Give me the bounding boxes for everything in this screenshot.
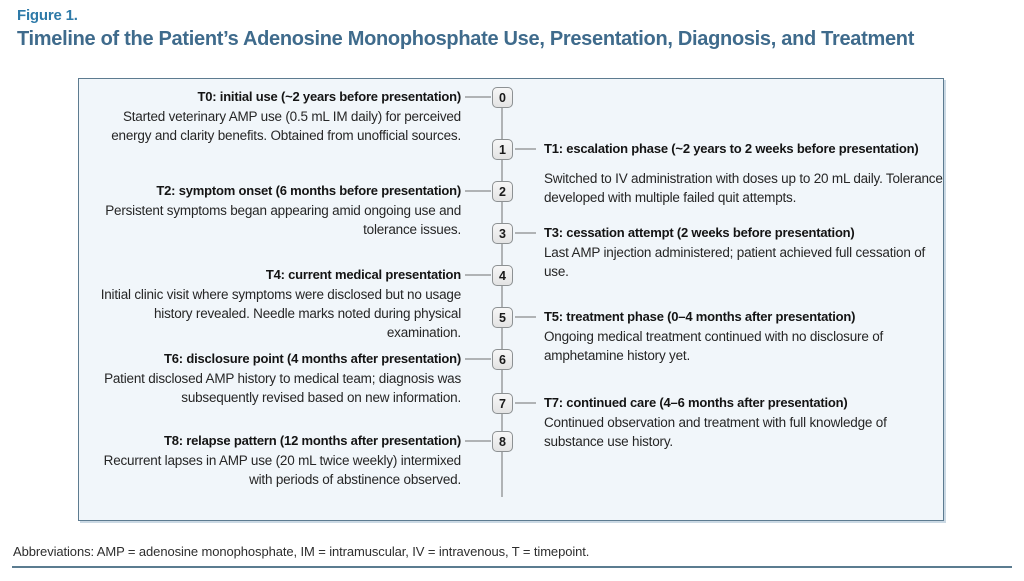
timeline-node-2 bbox=[492, 181, 513, 202]
entry-body: Ongoing medical treatment continued with no disclosure of amphetamine history yet. bbox=[544, 329, 884, 363]
connector-t1 bbox=[515, 148, 536, 150]
node-label: 6 bbox=[499, 352, 506, 367]
connector-t4 bbox=[465, 274, 491, 276]
entry-body: Initial clinic visit where symptoms were disclosed but no usage history revealed. Needle marks noted during physical examination. bbox=[100, 287, 461, 340]
entry-heading: T4: current medical presentation bbox=[265, 267, 461, 282]
node-label: 0 bbox=[499, 90, 506, 105]
figure-title: Timeline of the Patient’s Adenosine Monophosphate Use, Presentation, Diagnosis, and Treatment bbox=[17, 28, 915, 50]
timeline-entry-t1 bbox=[544, 139, 946, 207]
entry-heading: T3: cessation attempt (2 weeks before presentation) bbox=[544, 225, 855, 240]
entry-body: Started veterinary AMP use (0.5 mL IM daily) for perceived energy and clarity benefits. Obtained from unofficial sources. bbox=[111, 109, 461, 143]
timeline-entry-t8 bbox=[83, 431, 461, 489]
timeline-entry-t6 bbox=[83, 349, 461, 407]
connector-t7 bbox=[515, 402, 536, 404]
node-label: 4 bbox=[499, 268, 506, 283]
timeline-node-7 bbox=[492, 393, 513, 414]
timeline-node-1 bbox=[492, 139, 513, 160]
timeline-node-6 bbox=[492, 349, 513, 370]
node-label: 3 bbox=[499, 226, 506, 241]
entry-heading: T0: initial use (~2 years before presentation) bbox=[197, 89, 461, 104]
node-label: 2 bbox=[499, 184, 506, 199]
entry-heading: T5: treatment phase (0–4 months after presentation) bbox=[544, 309, 856, 324]
connector-t0 bbox=[465, 96, 491, 98]
abbreviations-note: Abbreviations: AMP = adenosine monophosphate, IM = intramuscular, IV = intravenous, T = timepoint. bbox=[13, 544, 590, 559]
timeline-entry-t5 bbox=[544, 307, 946, 365]
entry-heading: T7: continued care (4–6 months after presentation) bbox=[544, 395, 848, 410]
figure-label: Figure 1. bbox=[17, 7, 78, 24]
entry-body: Recurrent lapses in AMP use (20 mL twice weekly) intermixed with periods of abstinence observed. bbox=[103, 453, 461, 487]
timeline-node-4 bbox=[492, 265, 513, 286]
node-label: 8 bbox=[499, 434, 506, 449]
timeline-node-3 bbox=[492, 223, 513, 244]
entry-body: Switched to IV administration with doses up to 20 mL daily. Tolerance developed with multiple failed quit attempts. bbox=[544, 171, 943, 205]
connector-t8 bbox=[465, 440, 491, 442]
footer-rule bbox=[12, 566, 1012, 568]
timeline-entry-t3 bbox=[544, 223, 946, 281]
node-label: 7 bbox=[499, 396, 506, 411]
node-label: 1 bbox=[499, 142, 506, 157]
entry-body: Last AMP injection administered; patient achieved full cessation of use. bbox=[544, 245, 926, 279]
entry-body: Persistent symptoms began appearing amid ongoing use and tolerance issues. bbox=[105, 203, 461, 237]
timeline-entry-t2 bbox=[83, 181, 461, 239]
entry-heading: T1: escalation phase (~2 years to 2 weeks before presentation) bbox=[544, 141, 919, 156]
entry-heading: T6: disclosure point (4 months after presentation) bbox=[164, 351, 461, 366]
timeline-entry-t4 bbox=[83, 265, 461, 342]
connector-t3 bbox=[515, 232, 536, 234]
entry-heading: T2: symptom onset (6 months before presentation) bbox=[156, 183, 461, 198]
timeline-panel bbox=[78, 78, 944, 521]
entry-body: Patient disclosed AMP history to medical team; diagnosis was subsequently revised based on new information. bbox=[104, 371, 461, 405]
timeline-entry-t0 bbox=[83, 87, 461, 145]
connector-t6 bbox=[465, 358, 491, 360]
connector-t2 bbox=[465, 190, 491, 192]
entry-heading: T8: relapse pattern (12 months after presentation) bbox=[163, 433, 461, 448]
entry-body: Continued observation and treatment with full knowledge of substance use history. bbox=[544, 415, 887, 449]
node-label: 5 bbox=[499, 310, 506, 325]
timeline-entry-t7 bbox=[544, 393, 946, 451]
timeline-node-8 bbox=[492, 431, 513, 452]
timeline-node-5 bbox=[492, 307, 513, 328]
connector-t5 bbox=[515, 316, 536, 318]
timeline-node-0 bbox=[492, 87, 513, 108]
